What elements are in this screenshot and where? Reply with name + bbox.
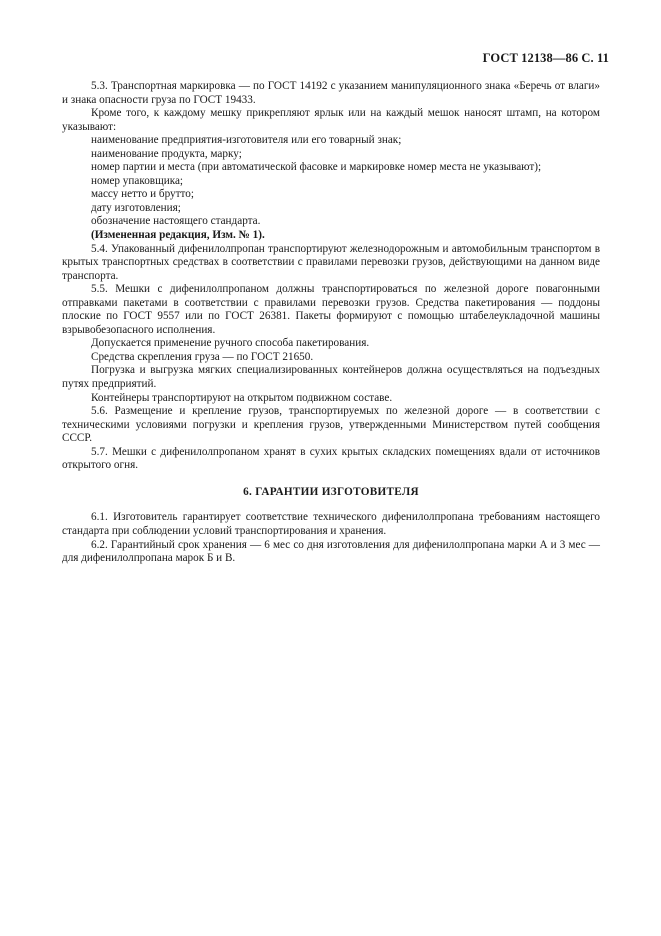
label-item-mass: массу нетто и брутто; <box>91 188 194 201</box>
document-body <box>62 80 600 566</box>
paragraph-5-7: 5.7. Мешки с дифенилолпропаном хранят в сухих крытых складских помещениях вдали от источников открытого огня. <box>62 445 600 472</box>
paragraph-manual-packing: Допускается применение ручного способа пакетирования. <box>91 337 370 350</box>
paragraph-6-2: 6.2. Гарантийный срок хранения — 6 мес со дня изготовления для дифенилолпропана марки А и 3 мес — для дифенилолпропана марок Б и В. <box>62 538 600 565</box>
paragraph-containers: Контейнеры транспортируют на открытом подвижном составе. <box>91 391 393 404</box>
paragraph-6-1: 6.1. Изготовитель гарантирует соответствие технического дифенилолпропана требованиям настоящего стандарта при соблюдении условий транспортирования и хранения. <box>62 511 600 537</box>
label-item-packer: номер упаковщика; <box>91 174 184 187</box>
label-item-manufacturer: наименование предприятия-изготовителя или его товарный знак; <box>91 134 402 147</box>
section-heading: 6. ГАРАНТИИ ИЗГОТОВИТЕЛЯ <box>243 485 419 498</box>
page-header: ГОСТ 12138—86 С. 11 <box>482 51 609 65</box>
amendment-note: (Измененная редакция, Изм. № 1). <box>91 229 265 242</box>
paragraph-5-6: 5.6. Размещение и крепление грузов, транспортируемых по железной дороге — в соответствии с техническими условиями погрузки и крепления грузов, утвержденными Министерством путей сообщения СССР. <box>62 405 600 445</box>
label-item-standard: обозначение настоящего стандарта. <box>91 215 261 228</box>
paragraph-loading: Погрузка и выгрузка мягких специализированных контейнеров должна осуществляться на подъездных путях предприятий. <box>62 364 600 391</box>
label-item-batch: номер партии и места (при автоматической фасовке и маркировке номер места не указывают); <box>91 161 542 174</box>
paragraph-5-5: 5.5. Мешки с дифенилолпропаном должны транспортироваться по железной дороге повагонными отправками пакетами в соответствии с правилами перевозки грузов. Средства пакетирования — поддоны плоские по ГОСТ 9557 или по ГОСТ 26381. Пакеты формируют с помощью штабелеукладочной машины взрывобезопасного исполнения. <box>62 283 600 336</box>
paragraph-label-intro: Кроме того, к каждому мешку прикрепляют ярлык или на каждый мешок наносят штамп, на котором указывают: <box>62 107 600 133</box>
label-item-product: наименование продукта, марку; <box>91 147 242 160</box>
paragraph-5-3: 5.3. Транспортная маркировка — по ГОСТ 14192 с указанием манипуляционного знака «Беречь от влаги» и знака опасности груза по ГОСТ 19433. <box>62 80 600 106</box>
paragraph-5-4: 5.4. Упакованный дифенилолпропан транспортируют железнодорожным и автомобильным транспортом в крытых транспортных средствах в соответствии с правилами перевозки грузов, действующими на данном виде транспорта. <box>62 242 600 282</box>
label-item-date: дату изготовления; <box>91 201 181 214</box>
paragraph-fastening: Средства скрепления груза — по ГОСТ 21650. <box>91 350 314 363</box>
